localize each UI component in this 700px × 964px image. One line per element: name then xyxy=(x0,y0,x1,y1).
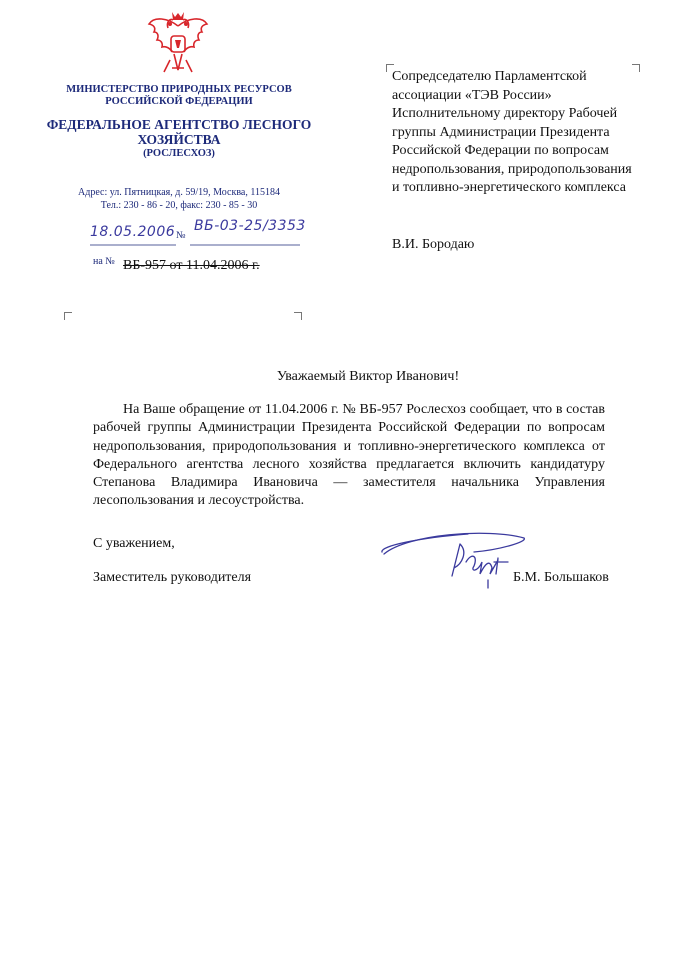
reference-number: ВБ-957 от 11.04.2006 г. xyxy=(123,258,260,273)
signatory-name: Б.М. Большаков xyxy=(513,570,609,585)
letter-greeting: Уважаемый Виктор Иванович! xyxy=(276,369,460,384)
agency-abbreviation: (РОСЛЕСХОЗ) xyxy=(143,148,215,159)
corner-mark xyxy=(632,64,640,72)
letter-body: На Ваше обращение от 11.04.2006 г. № ВБ-957 Рослесхоз сообщает, что в состав рабочей группы Администрации Президента Российской Федерации по вопросам недропользования, природопользования и топливно-энергетического комплекса от Федерального агентства лесного хозяйства предлагается включить кандидатуру Степанова Владимира Ивановича — заместителя начальника Управления лесопользования и лесоустройства. xyxy=(93,402,605,509)
ministry-name: МИНИСТЕРСТВО ПРИРОДНЫХ РЕСУРСОВ РОССИЙСКОЙ ФЕДЕРАЦИИ xyxy=(66,84,292,107)
corner-mark xyxy=(386,64,394,72)
agency-contacts xyxy=(40,186,318,212)
handwritten-signature xyxy=(378,522,528,594)
coat-of-arms-emblem xyxy=(146,10,210,80)
agency-name: ФЕДЕРАЛЬНОЕ АГЕНТСТВО ЛЕСНОГО ХОЗЯЙСТВА xyxy=(46,117,312,147)
registration-number: ВБ-03-25/3353 xyxy=(194,218,306,234)
registration-date: 18.05.2006 xyxy=(90,224,176,240)
corner-mark xyxy=(294,312,302,320)
reference-value xyxy=(123,258,260,274)
letter-closing: С уважением, xyxy=(93,536,175,551)
reference-label: на № xyxy=(93,256,115,267)
corner-mark xyxy=(64,312,72,320)
signatory-position: Заместитель руководителя xyxy=(93,570,252,585)
recipient-name: В.И. Бородаю xyxy=(392,237,475,252)
registration-number-label: № xyxy=(176,230,186,241)
agency-address: Адрес: ул. Пятницкая, д. 59/19, Москва, 115184 xyxy=(78,187,280,198)
agency-phone: Тел.: 230 - 86 - 20, факс: 230 - 85 - 30 xyxy=(100,200,258,211)
recipient-title: Сопредседателю Парламентской ассоциации «ТЭВ России» Исполнительному директору Рабочей группы Администрации Президента Российской Федерации по вопросам недропользования, природопользования и топливно-энергетического комплекса xyxy=(392,69,632,195)
